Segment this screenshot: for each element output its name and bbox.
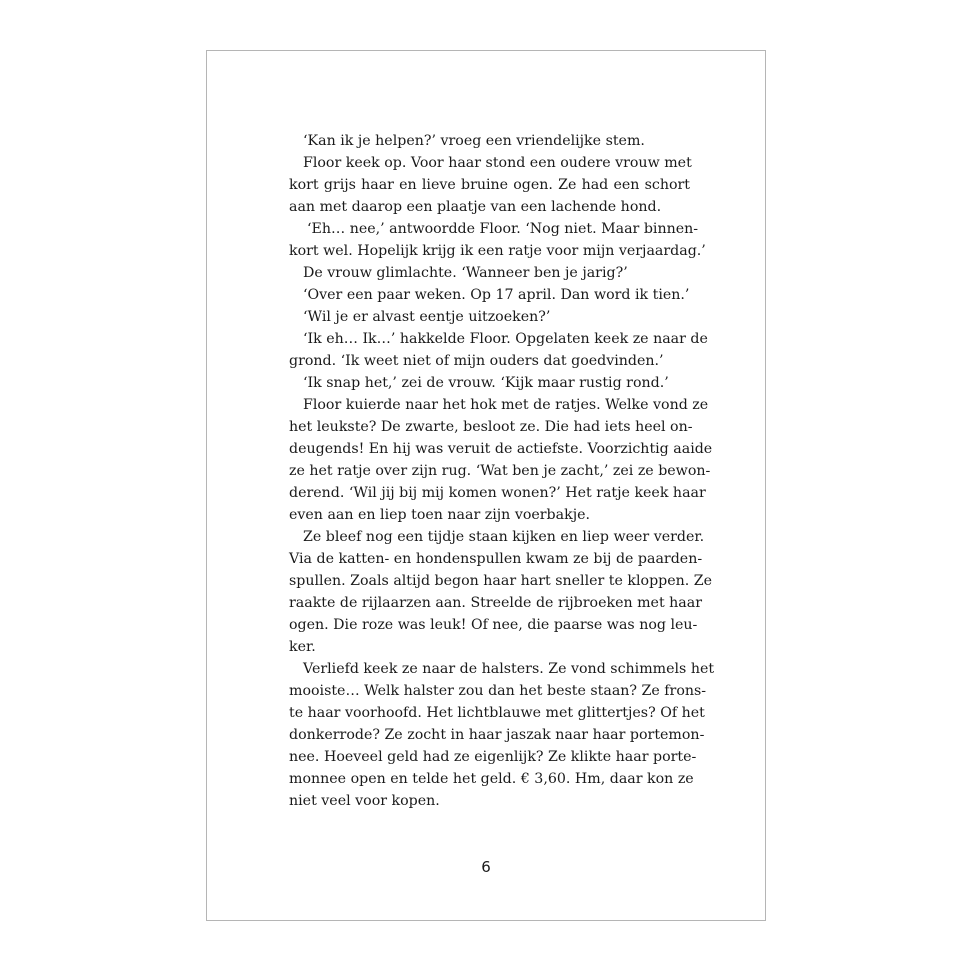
text-line: ze het ratje over zijn rug. ‘Wat ben je zacht,’ zei ze bewon- — [289, 463, 711, 479]
text-line: Floor keek op. Voor haar stond een oudere vrouw met — [303, 155, 692, 171]
text-line: nee. Hoeveel geld had ze eigenlijk? Ze klikte haar porte- — [289, 749, 697, 765]
text-line: even aan en liep toen naar zijn voerbakje. — [289, 507, 590, 523]
text-line: monnee open en telde het geld. € 3,60. Hm, daar kon ze — [289, 771, 694, 787]
text-line: ogen. Die roze was leuk! Of nee, die paarse was nog leu- — [289, 617, 698, 633]
text-line: De vrouw glimlachte. ‘Wanneer ben je jarig?’ — [303, 265, 628, 281]
text-line: niet veel voor kopen. — [289, 793, 440, 809]
text-line: ‘Ik snap het,’ zei de vrouw. ‘Kijk maar rustig rond.’ — [303, 375, 669, 391]
text-line: donkerrode? Ze zocht in haar jaszak naar haar portemon- — [289, 727, 705, 743]
text-line: ‘Kan ik je helpen?’ vroeg een vriendelijke stem. — [303, 133, 645, 149]
text-line: aan met daarop een plaatje van een lachende hond. — [289, 199, 662, 215]
text-line: ‘Wil je er alvast eentje uitzoeken?’ — [303, 309, 551, 325]
page-body-text — [289, 130, 715, 812]
text-line: derend. ‘Wil jij bij mij komen wonen?’ Het ratje keek haar — [289, 485, 706, 501]
text-line: Via de katten- en hondenspullen kwam ze bij de paarden- — [289, 551, 703, 567]
text-line: te haar voorhoofd. Het lichtblauwe met glittertjes? Of het — [289, 705, 705, 721]
text-line: ‘Over een paar weken. Op 17 april. Dan word ik tien.’ — [303, 287, 690, 303]
page-number: 6 — [481, 858, 491, 876]
text-line: kort grijs haar en lieve bruine ogen. Ze had een schort — [289, 177, 690, 193]
text-line: het leukste? De zwarte, besloot ze. Die had iets heel on- — [289, 419, 693, 435]
text-line: raakte de rijlaarzen aan. Streelde de rijbroeken met haar — [289, 595, 703, 611]
text-line: Verliefd keek ze naar de halsters. Ze vond schimmels het — [303, 661, 715, 677]
book-page — [206, 50, 766, 921]
text-line: ker. — [289, 639, 316, 655]
text-line: mooiste… Welk halster zou dan het beste staan? Ze frons- — [289, 683, 707, 699]
text-line: spullen. Zoals altijd begon haar hart sneller te kloppen. Ze — [289, 573, 713, 589]
text-line: kort wel. Hopelijk krijg ik een ratje voor mijn verjaardag.’ — [289, 243, 706, 259]
text-line: grond. ‘Ik weet niet of mijn ouders dat goedvinden.’ — [289, 353, 664, 369]
text-line: ‘Eh… nee,’ antwoordde Floor. ‘Nog niet. Maar binnen- — [307, 221, 699, 237]
text-line: Floor kuierde naar het hok met de ratjes. Welke vond ze — [303, 397, 709, 413]
text-line: ‘Ik eh… Ik…’ hakkelde Floor. Opgelaten keek ze naar de — [303, 331, 708, 347]
text-line: Ze bleef nog een tijdje staan kijken en liep weer verder. — [303, 529, 705, 545]
text-line: deugends! En hij was veruit de actiefste. Voorzichtig aaide — [289, 441, 713, 457]
